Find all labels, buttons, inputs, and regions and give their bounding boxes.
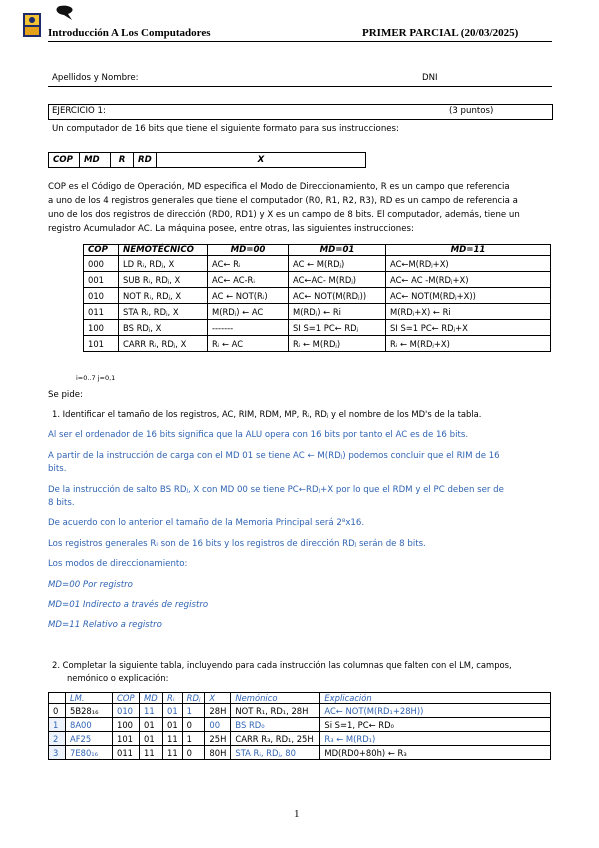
table-cell: Rᵢ ← AC (208, 336, 289, 352)
table-header: RDⱼ (182, 693, 205, 704)
table-cell: 8A00 (66, 718, 113, 732)
table-header (49, 693, 66, 704)
table-cell: 001 (84, 272, 119, 288)
table-cell: 11 (163, 732, 183, 746)
table-cell: Si S=1, PC← RD₀ (320, 718, 551, 732)
table-cell: SI S=1 PC← RDⱼ+X (386, 320, 551, 336)
name-label: Apellidos y Nombre: (52, 73, 139, 83)
table-row (84, 272, 551, 288)
table-cell: AC← NOT(M(RDⱼ+X)) (386, 288, 551, 304)
table-cell: MD(RD0+80h) ← R₃ (320, 746, 551, 760)
answer-line: De la instrucción de salto BS RDⱼ, X con MD 00 se tiene PC←RDⱼ+X por lo que el RDM y el PC deben ser de (48, 485, 504, 495)
table-cell: 11 (140, 746, 163, 760)
instruction-format-table (48, 152, 366, 168)
instruction-analysis-table (48, 692, 551, 760)
exercise-header (48, 104, 553, 120)
table-cell: AC← NOT(M(RD₁+28H)) (320, 704, 551, 718)
table-header: LM. (66, 693, 113, 704)
table-header: NEMOTÉCNICO (119, 245, 208, 256)
instructions-table (83, 244, 551, 352)
table-cell: M(RDⱼ) ← Ri (289, 304, 386, 320)
table-cell: AC← NOT(M(RDⱼ)) (289, 288, 386, 304)
table-cell: CARR R₃, RD₁, 25H (231, 732, 320, 746)
page-number: 1 (294, 808, 300, 820)
table-row (84, 320, 551, 336)
answer-line: MD=01 Indirecto a través de registro (48, 600, 209, 610)
question-2-cont: nemónico o explicación: (67, 673, 169, 683)
table-cell: BS RDⱼ, X (119, 320, 208, 336)
table-cell: 100 (113, 718, 140, 732)
table-header: MD (140, 693, 163, 704)
table-cell: 7E80₁₆ (66, 746, 113, 760)
table-cell: ------- (208, 320, 289, 336)
answer-line: De acuerdo con lo anterior el tamaño de la Memoria Principal será 2⁸x16. (48, 518, 365, 528)
student-divider (48, 86, 552, 87)
dni-label: DNI (422, 73, 438, 83)
format-field: MD (80, 153, 111, 168)
table-cell: 01 (140, 732, 163, 746)
description-line: COP es el Código de Operación, MD especifica el Modo de Direccionamiento, R es un campo que referencia (48, 182, 510, 192)
table-cell: 11 (140, 704, 163, 718)
format-field: RD (134, 153, 157, 168)
table-cell: 00 (205, 718, 231, 732)
school-emblem-icon (52, 4, 82, 22)
table-cell: 5B28₁₆ (66, 704, 113, 718)
answer-line: 8 bits. (48, 498, 75, 508)
table-cell: NOT R₁, RD₁, 28H (231, 704, 320, 718)
answer-line: Los registros generales Rᵢ son de 16 bits y los registros de dirección RDⱼ serán de 8 bits. (48, 539, 426, 549)
table-cell: R₃ ← M(RD₁) (320, 732, 551, 746)
answer-line: A partir de la instrucción de carga con el MD 01 se tiene AC ← M(RDⱼ) podemos concluir que el RIM de 16 (48, 451, 500, 461)
header-divider (48, 41, 552, 42)
answer-line: MD=11 Relativo a registro (48, 620, 162, 630)
table-cell: AC ← NOT(Rᵢ) (208, 288, 289, 304)
table-cell: AC← AC-Rᵢ (208, 272, 289, 288)
table-cell: 28H (205, 704, 231, 718)
table-cell: AC← Rᵢ (208, 256, 289, 272)
answer-line: Al ser el ordenador de 16 bits significa que la ALU opera con 16 bits por tanto el AC es de 16 bits. (48, 430, 469, 440)
table-cell: 0 (182, 718, 205, 732)
table-cell: 100 (84, 320, 119, 336)
table-cell: STA Rᵢ, RDⱼ, 80 (231, 746, 320, 760)
table-cell: 11 (163, 746, 183, 760)
table-cell: 1 (182, 732, 205, 746)
table-cell: Rᵢ ← M(RDⱼ+X) (386, 336, 551, 352)
description-line: a uno de los 4 registros generales que tiene el computador (R0, R1, R2, R3), RD es un campo de referencia a (48, 196, 518, 206)
description-line: registro Acumulador AC. La máquina posee, entre otras, las siguientes instrucciones: (48, 224, 414, 234)
table-cell: LD Rᵢ, RDⱼ, X (119, 256, 208, 272)
table-cell: 0 (182, 746, 205, 760)
table-cell: Rᵢ ← M(RDⱼ) (289, 336, 386, 352)
question-2: 2. Completar la siguiente tabla, incluyendo para cada instrucción las columnas que falten con el LM, campos, (52, 660, 512, 670)
table-row (84, 256, 551, 272)
table-cell: 101 (84, 336, 119, 352)
answer-line: MD=00 Por registro (48, 580, 133, 590)
se-pide: Se pide: (48, 390, 83, 400)
table-cell: AC←M(RDⱼ+X) (386, 256, 551, 272)
table-cell: SI S=1 PC← RDⱼ (289, 320, 386, 336)
exam-title: PRIMER PARCIAL (20/03/2025) (362, 27, 519, 39)
table-row (84, 336, 551, 352)
exercise-title: EJERCICIO 1: (52, 106, 106, 116)
table-header: Explicación (320, 693, 551, 704)
table-cell: 101 (113, 732, 140, 746)
row-index: 2 (49, 732, 66, 746)
table-cell: 25H (205, 732, 231, 746)
table-header: Nemónico (231, 693, 320, 704)
table-header: COP (84, 245, 119, 256)
table-cell: 1 (182, 704, 205, 718)
course-title: Introducción A Los Computadores (48, 27, 211, 39)
row-index: 0 (49, 704, 66, 718)
description-line: uno de los dos registros de dirección (RD0, RD1) y X es un campo de 8 bits. El computador, además, tiene un (48, 210, 520, 220)
table-cell: 80H (205, 746, 231, 760)
table-cell: 01 (163, 704, 183, 718)
table-row (49, 732, 551, 746)
exercise-intro: Un computador de 16 bits que tiene el siguiente formato para sus instrucciones: (52, 124, 399, 134)
table-cell: M(RDⱼ+X) ← Ri (386, 304, 551, 320)
table-header: Rᵢ (163, 693, 183, 704)
format-field: COP (49, 153, 80, 168)
table-cell: AC←AC- M(RDⱼ) (289, 272, 386, 288)
format-field: R (111, 153, 134, 168)
table-cell: SUB Rᵢ, RDⱼ, X (119, 272, 208, 288)
table-cell: STA Rᵢ, RDⱼ, X (119, 304, 208, 320)
table-header: MD=11 (386, 245, 551, 256)
answer-line: bits. (48, 464, 67, 474)
table-row (49, 746, 551, 760)
table-footnote: i=0..7 j=0,1 (76, 374, 116, 382)
table-cell: 000 (84, 256, 119, 272)
format-field: X (157, 153, 366, 168)
exercise-points: (3 puntos) (449, 106, 494, 116)
answer-line: Los modos de direccionamiento: (48, 559, 188, 569)
table-row (49, 704, 551, 718)
table-cell: M(RDⱼ) ← AC (208, 304, 289, 320)
table-cell: 011 (113, 746, 140, 760)
table-row (84, 304, 551, 320)
question-1: 1. Identificar el tamaño de los registros, AC, RIM, RDM, MP, Rᵢ, RDⱼ y el nombre de los MD's de la tabla. (52, 409, 482, 419)
university-logo (22, 10, 42, 38)
table-header: MD=01 (289, 245, 386, 256)
table-cell: AF25 (66, 732, 113, 746)
table-cell: 01 (163, 718, 183, 732)
table-cell: NOT Rᵢ, RDⱼ, X (119, 288, 208, 304)
table-row (84, 288, 551, 304)
table-cell: 011 (84, 304, 119, 320)
row-index: 1 (49, 718, 66, 732)
table-row (49, 718, 551, 732)
table-cell: AC ← M(RDⱼ) (289, 256, 386, 272)
table-cell: 010 (113, 704, 140, 718)
table-header: X (205, 693, 231, 704)
table-header: COP (113, 693, 140, 704)
table-header: MD=00 (208, 245, 289, 256)
row-index: 3 (49, 746, 66, 760)
table-cell: CARR Rᵢ, RDⱼ, X (119, 336, 208, 352)
table-cell: BS RD₀ (231, 718, 320, 732)
table-cell: AC← AC -M(RDⱼ+X) (386, 272, 551, 288)
table-cell: 01 (140, 718, 163, 732)
table-cell: 010 (84, 288, 119, 304)
